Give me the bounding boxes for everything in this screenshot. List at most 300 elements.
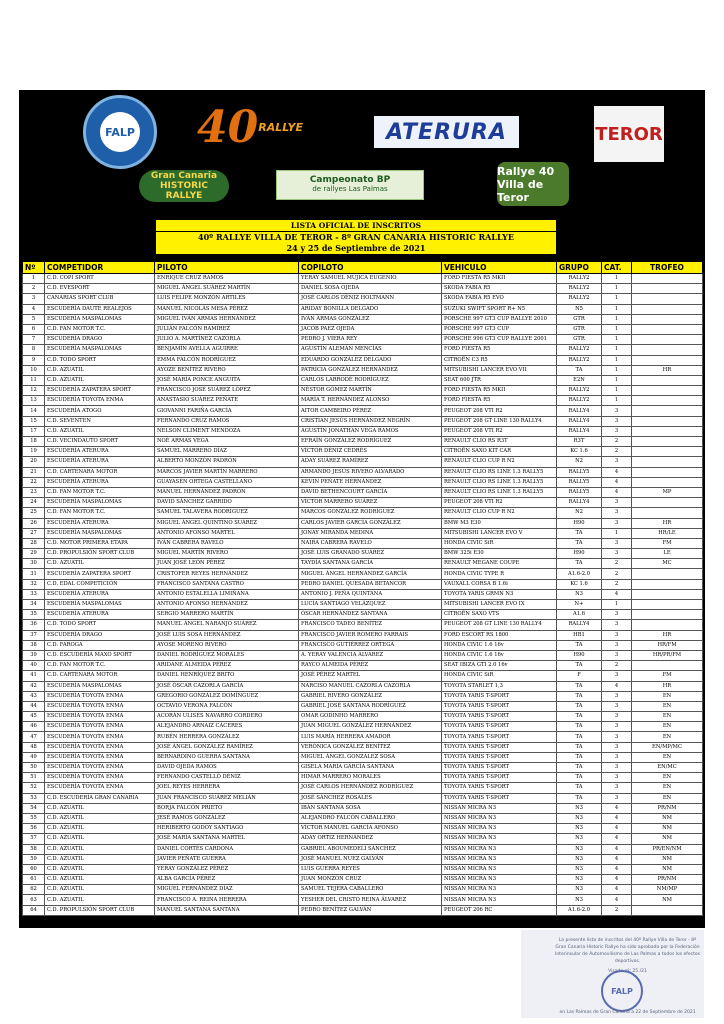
cell-grupo: RALLY4	[557, 406, 602, 416]
cell-trofeo	[632, 284, 703, 294]
cell-piloto: DANIEL RODRÍGUEZ MORALES	[155, 650, 299, 660]
cell-copiloto: JACOB PAEZ OJEDA	[299, 324, 442, 334]
table-row	[23, 355, 703, 365]
cell-trofeo: HR	[632, 681, 703, 691]
cell-cat: 4	[602, 487, 632, 497]
cell-copiloto: TAYDÍA SANTANA GARCÍA	[299, 559, 442, 569]
cell-grupo: TA	[557, 559, 602, 569]
cell-cat: 1	[602, 284, 632, 294]
cell-vehiculo: SKODA FABIA R5 EVO	[442, 294, 557, 304]
cell-vehiculo: HONDA CIVIC SiR	[442, 671, 557, 681]
cell-piloto: FRANCISCO JOSÉ SUÁREZ LÓPEZ	[155, 386, 299, 396]
table-row	[23, 661, 703, 671]
table-row	[23, 324, 703, 334]
cell-copiloto: CARLOS LARRODÉ RODRÍGUEZ	[299, 375, 442, 385]
cell-copiloto: MIGUEL ÁNGEL GONZÁLEZ SOSA	[299, 752, 442, 762]
table-row	[23, 589, 703, 599]
cell-trofeo	[632, 579, 703, 589]
cell-grupo: N3	[557, 895, 602, 905]
cell-grupo: RALLY4	[557, 498, 602, 508]
cell-trofeo: HR/PR/FM	[632, 650, 703, 660]
cell-vehiculo: SUZUKI SWIFT SPORT R+ N5	[442, 304, 557, 314]
cell-piloto: HERIBERTO GODOY SANTIAGO	[155, 824, 299, 834]
cell-copiloto: JOSÉ MANUEL NUEZ GALVÁN	[299, 854, 442, 864]
cell-trofeo: MC	[632, 559, 703, 569]
cell-number: 56	[23, 824, 45, 834]
cell-piloto: SAMUEL TALAVERA RODRÍGUEZ	[155, 508, 299, 518]
cell-copiloto: JOSÉ CARLOS HERNÁNDEZ RODRÍGUEZ	[299, 783, 442, 793]
cell-piloto: BORJA FALCÓN PRIETO	[155, 803, 299, 813]
cell-grupo: HB1	[557, 630, 602, 640]
column-header-vehiculo: VEHICULO	[442, 262, 557, 274]
cell-grupo: H90	[557, 518, 602, 528]
cell-copiloto: GABRIEL JOSÉ SANTANA RODRÍGUEZ	[299, 701, 442, 711]
cell-vehiculo: TOYOTA YARIS T-SPORT	[442, 732, 557, 742]
cell-cat: 4	[602, 824, 632, 834]
table-row	[23, 294, 703, 304]
cell-trofeo: HR/FM	[632, 640, 703, 650]
cell-number: 10	[23, 365, 45, 375]
cell-vehiculo: FORD FIESTA R5 MKII	[442, 274, 557, 284]
cell-competidor: ESCUDERÍA DRAGO	[45, 335, 155, 345]
table-row	[23, 457, 703, 467]
cell-copiloto: FRANCISCO GUTIÉRREZ ORTEGA	[299, 640, 442, 650]
cell-trofeo	[632, 457, 703, 467]
cell-piloto: JAVIER PEÑATE GUERRA	[155, 854, 299, 864]
cell-copiloto: PEDRO J. VIERA REY	[299, 335, 442, 345]
cell-competidor: ESCUDERÍA TOYOTA ENMA	[45, 396, 155, 406]
cell-number: 48	[23, 742, 45, 752]
cell-competidor: ESCUDERÍA TOYOTA ENMA	[45, 773, 155, 783]
cell-competidor: C.D. COPI SPORT	[45, 274, 155, 284]
cell-piloto: ARIDANE ALMEIDA PÉREZ	[155, 661, 299, 671]
rallye-40-number: 40	[196, 101, 259, 153]
cell-piloto: GIOVANNI FARIÑA GARCÍA	[155, 406, 299, 416]
cell-copiloto: YERAY SAMUEL MUJICA EUGENIO	[299, 274, 442, 284]
cell-trofeo: PR/NM	[632, 875, 703, 885]
table-row	[23, 885, 703, 895]
cell-cat: 4	[602, 589, 632, 599]
cell-competidor: C.D. SEVENTEN	[45, 416, 155, 426]
cell-vehiculo: CITROËN SAXO KIT CAR	[442, 447, 557, 457]
cell-competidor: C.D. PROPULSIÓN SPORT CLUB	[45, 549, 155, 559]
cell-number: 61	[23, 875, 45, 885]
cell-cat: 4	[602, 681, 632, 691]
cell-number: 31	[23, 569, 45, 579]
cell-number: 47	[23, 732, 45, 742]
cell-vehiculo: RENAULT CLIO RS R3T	[442, 437, 557, 447]
cell-number: 55	[23, 813, 45, 823]
cell-competidor: C.D. AZUATIL	[45, 834, 155, 844]
cell-vehiculo: HONDA CIVIC 1.6 16v	[442, 640, 557, 650]
cell-grupo: TA	[557, 681, 602, 691]
cell-vehiculo: SEAT 600 JTR	[442, 375, 557, 385]
table-row	[23, 528, 703, 538]
cell-trofeo: EN	[632, 793, 703, 803]
cell-copiloto: LUIS MARÍA HERRERA AMADOR	[299, 732, 442, 742]
cell-trofeo	[632, 335, 703, 345]
cell-grupo: TA	[557, 712, 602, 722]
cell-grupo: GTR	[557, 324, 602, 334]
cell-trofeo: EN	[632, 701, 703, 711]
cell-trofeo	[632, 426, 703, 436]
cell-number: 63	[23, 895, 45, 905]
cell-piloto: OCTAVIO VERONA FALCÓN	[155, 701, 299, 711]
cell-piloto: ENRIQUE CRUZ RAMOS	[155, 274, 299, 284]
cell-competidor: C.D. TODO SPORT	[45, 620, 155, 630]
cell-trofeo: NM	[632, 895, 703, 905]
cell-grupo: TA	[557, 783, 602, 793]
column-header-trofeo: TROFEO	[632, 262, 703, 274]
cell-cat: 1	[602, 345, 632, 355]
cell-competidor: C.D. CARTENARA MOTOR	[45, 467, 155, 477]
cell-number: 41	[23, 671, 45, 681]
table-row	[23, 701, 703, 711]
table-row	[23, 783, 703, 793]
cell-copiloto: JOSÉ PÉREZ MARTEL	[299, 671, 442, 681]
table-row	[23, 467, 703, 477]
cell-copiloto: RAYCO ALMEIDA PÉREZ	[299, 661, 442, 671]
cell-trofeo: EN	[632, 732, 703, 742]
cell-piloto: JOSÉ ÓSCAR CAZORLA GARCÍA	[155, 681, 299, 691]
cell-number: 21	[23, 467, 45, 477]
cell-competidor: C.D. EVESPORT	[45, 284, 155, 294]
cell-trofeo: EN/MC	[632, 763, 703, 773]
cell-copiloto: AGUSTÍN JONATHAN VEGA RAMOS	[299, 426, 442, 436]
cell-vehiculo: NISSAN MICRA N3	[442, 885, 557, 895]
cell-vehiculo: MITSUBISHI LANCER EVO IX	[442, 600, 557, 610]
cell-trofeo	[632, 345, 703, 355]
cell-trofeo	[632, 589, 703, 599]
cell-grupo: RALLY5	[557, 487, 602, 497]
cell-copiloto: A. YERAY VALENCIA ÁLVAREZ	[299, 650, 442, 660]
cell-competidor: C.D. FAN MOTOR T.C.	[45, 508, 155, 518]
cell-grupo: E2N	[557, 375, 602, 385]
cell-number: 1	[23, 274, 45, 284]
cell-competidor: ESCUDERÍA ATERURA	[45, 477, 155, 487]
cell-grupo: TA	[557, 528, 602, 538]
cell-piloto: MANUEL SANTANA SANTANA	[155, 905, 299, 915]
cell-vehiculo: VAUXALL CORSA B 1.6i	[442, 579, 557, 589]
cell-number: 6	[23, 324, 45, 334]
cell-trofeo	[632, 355, 703, 365]
cell-trofeo	[632, 304, 703, 314]
teror-logo: TEROR	[594, 106, 664, 162]
table-row	[23, 691, 703, 701]
cell-cat: 3	[602, 701, 632, 711]
cell-copiloto: ARMANDO JESÚS RIVERO ALVARADO	[299, 467, 442, 477]
cell-grupo: A1.6-2.0	[557, 569, 602, 579]
cell-grupo: N3	[557, 844, 602, 854]
aterura-logo: ATERURA	[374, 116, 519, 148]
cell-trofeo	[632, 477, 703, 487]
table-row	[23, 569, 703, 579]
list-title: LISTA OFICIAL DE INSCRITOS	[156, 220, 556, 232]
cell-vehiculo: TOYOTA YARIS T-SPORT	[442, 742, 557, 752]
cell-copiloto: NAIRA CABRERA RAVELO	[299, 538, 442, 548]
cell-vehiculo: PORSCHE 997 GT3 CUP	[442, 324, 557, 334]
cell-number: 3	[23, 294, 45, 304]
cell-competidor: ESCUDERÍA DAUTE REALEJOS	[45, 304, 155, 314]
cell-piloto: ANTONIO ESTALELLA LIMIÑANA	[155, 589, 299, 599]
cell-cat: 3	[602, 610, 632, 620]
cell-grupo: RALLY2	[557, 355, 602, 365]
cell-cat: 3	[602, 732, 632, 742]
table-row	[23, 406, 703, 416]
column-header-grupo: GRUPO	[557, 262, 602, 274]
cell-grupo: RALLY5	[557, 477, 602, 487]
table-row	[23, 803, 703, 813]
cell-trofeo: HR	[632, 365, 703, 375]
cell-piloto: ALBA GARCÍA PÉREZ	[155, 875, 299, 885]
cell-piloto: JUAN JOSÉ LEÓN PÉREZ	[155, 559, 299, 569]
cell-grupo: TA	[557, 701, 602, 711]
cell-cat: 2	[602, 905, 632, 915]
table-row	[23, 854, 703, 864]
cell-grupo: N3	[557, 803, 602, 813]
cell-competidor: ESCUDERÍA ATERURA	[45, 457, 155, 467]
cell-cat: 1	[602, 355, 632, 365]
cell-trofeo: EN	[632, 712, 703, 722]
cell-cat: 4	[602, 834, 632, 844]
cell-number: 2	[23, 284, 45, 294]
cell-vehiculo: TOYOTA YARIS T-SPORT	[442, 763, 557, 773]
entry-list-table	[22, 261, 703, 916]
cell-number: 22	[23, 477, 45, 487]
cell-competidor: C.D. ESCUDERÍA MAXO SPORT	[45, 650, 155, 660]
cell-vehiculo: HONDA CIVIC SiR	[442, 538, 557, 548]
cell-vehiculo: PEUGEOT 208 VTI R2	[442, 426, 557, 436]
cell-grupo: A1.6-2.0	[557, 905, 602, 915]
table-row	[23, 335, 703, 345]
table-row	[23, 508, 703, 518]
cell-trofeo	[632, 569, 703, 579]
cell-vehiculo: TOYOTA STARLET 1,3	[442, 681, 557, 691]
cell-grupo: TA	[557, 661, 602, 671]
cell-copiloto: KEVIN PEÑATE HERNÁNDEZ	[299, 477, 442, 487]
cell-competidor: C.D. AZUATIL	[45, 803, 155, 813]
cell-grupo: RALLY2	[557, 274, 602, 284]
cell-number: 45	[23, 712, 45, 722]
cell-competidor: ESCUDERÍA MASPALOMAS	[45, 681, 155, 691]
cell-grupo: N+	[557, 600, 602, 610]
cell-vehiculo: NISSAN MICRA N3	[442, 864, 557, 874]
cell-number: 58	[23, 844, 45, 854]
cell-cat: 2	[602, 447, 632, 457]
cell-vehiculo: TOYOTA YARIS T-SPORT	[442, 773, 557, 783]
cell-competidor: C.D. CARTENARA MOTOR	[45, 671, 155, 681]
cell-piloto: RUBÉN HERRERA GONZÁLEZ	[155, 732, 299, 742]
cell-vehiculo: NISSAN MICRA N3	[442, 895, 557, 905]
table-row	[23, 549, 703, 559]
cell-piloto: DAVID OJEDA RAMOS	[155, 763, 299, 773]
table-row	[23, 426, 703, 436]
cell-copiloto: AGUSTÍN ALEMÁN MENCÍAS	[299, 345, 442, 355]
cell-number: 12	[23, 386, 45, 396]
cell-cat: 3	[602, 773, 632, 783]
cell-cat: 3	[602, 691, 632, 701]
cell-cat: 3	[602, 538, 632, 548]
cell-number: 26	[23, 518, 45, 528]
cell-vehiculo: RENAULT CLIO RS LINE 1.3 RALLY5	[442, 477, 557, 487]
visado-number: Visado nº: 25 /21	[608, 969, 647, 974]
cell-competidor: ESCUDERÍA TOYOTA ENMA	[45, 763, 155, 773]
cell-copiloto: LUCÍA SANTIAGO VELÁZQUEZ	[299, 600, 442, 610]
cell-trofeo	[632, 508, 703, 518]
cell-competidor: C.D. FAN MOTOR T.C.	[45, 661, 155, 671]
cell-number: 18	[23, 437, 45, 447]
cell-number: 49	[23, 752, 45, 762]
cell-competidor: ESCUDERÍA MASPALOMAS	[45, 600, 155, 610]
cell-trofeo: MP	[632, 487, 703, 497]
cell-number: 62	[23, 885, 45, 895]
cell-vehiculo: RENAULT CLIO CUP R N2	[442, 508, 557, 518]
cell-copiloto: ALEJANDRO FALCÓN CABALLERO	[299, 813, 442, 823]
cell-piloto: DAVID SÁNCHEZ GARRIDO	[155, 498, 299, 508]
cell-vehiculo: BMW 325i E30	[442, 549, 557, 559]
falp-seal: FALP	[601, 970, 643, 1012]
cell-trofeo: LE	[632, 549, 703, 559]
cell-vehiculo: PEUGEOT 208 GT LINE 130 RALLY4	[442, 620, 557, 630]
bp-logo-line: de rallyes Las Palmas	[312, 185, 388, 193]
cell-copiloto: FRANCISCO TADEO BENÍTEZ	[299, 620, 442, 630]
cell-piloto: FRANCISCO SANTANA CASTRO	[155, 579, 299, 589]
table-row	[23, 559, 703, 569]
cell-piloto: JESÉ RAMOS GONZÁLEZ	[155, 813, 299, 823]
cell-trofeo: EN/MP/MC	[632, 742, 703, 752]
cell-piloto: MANUEL NICOLÁS MESA PÉREZ	[155, 304, 299, 314]
cell-cat: 3	[602, 783, 632, 793]
cell-number: 52	[23, 783, 45, 793]
cell-competidor: C.D. TODO SPORT	[45, 355, 155, 365]
cell-copiloto: AITOR CAMBEIRO PÉREZ	[299, 406, 442, 416]
cell-competidor: C.D. ESCUDERÍA GRAN CANARIA	[45, 793, 155, 803]
cell-copiloto: PEDRO DANIEL QUESADA BETANCOR	[299, 579, 442, 589]
cell-vehiculo: TOYOTA YARIS T-SPORT	[442, 691, 557, 701]
cell-trofeo	[632, 498, 703, 508]
cell-number: 13	[23, 396, 45, 406]
cell-grupo: RALLY4	[557, 426, 602, 436]
cell-competidor: ESCUDERÍA TOYOTA ENMA	[45, 752, 155, 762]
table-row	[23, 518, 703, 528]
cell-copiloto: FRANCISCO JAVIER ROMERO FARRAIS	[299, 630, 442, 640]
cell-vehiculo: TOYOTA YARIS T-SPORT	[442, 783, 557, 793]
table-row	[23, 274, 703, 284]
cell-competidor: ESCUDERÍA TOYOTA ENMA	[45, 732, 155, 742]
cell-grupo: N3	[557, 854, 602, 864]
cell-piloto: SAMUEL MARRERO DÍAZ	[155, 447, 299, 457]
cell-piloto: GUAYASÉN ORTEGA CASTELLANO	[155, 477, 299, 487]
cell-vehiculo: PORSCHE 996 GT3 CUP RALLYE 2001	[442, 335, 557, 345]
cell-cat: 1	[602, 375, 632, 385]
cell-trofeo	[632, 467, 703, 477]
cell-number: 46	[23, 722, 45, 732]
gc-logo-line: Gran Canaria	[150, 171, 218, 181]
cell-vehiculo: NISSAN MICRA N3	[442, 813, 557, 823]
cell-cat: 2	[602, 437, 632, 447]
cell-piloto: ACORÁN ULISES NAVARRO CORDERO	[155, 712, 299, 722]
cell-competidor: C.D. EDAL COMPETICIÓN	[45, 579, 155, 589]
cell-vehiculo: TOYOTA YARIS T-SPORT	[442, 701, 557, 711]
table-row	[23, 538, 703, 548]
cell-vehiculo: RENAULT CLIO RS LINE 1.3 RALLY5	[442, 467, 557, 477]
campeonato-bp-logo	[276, 170, 424, 200]
cell-grupo: TA	[557, 763, 602, 773]
cell-grupo: RALLY4	[557, 620, 602, 630]
cell-vehiculo: FORD FIESTA R5	[442, 396, 557, 406]
cell-grupo: A1.6	[557, 610, 602, 620]
cell-competidor: ESCUDERÍA TOYOTA ENMA	[45, 701, 155, 711]
table-row	[23, 610, 703, 620]
cell-number: 34	[23, 600, 45, 610]
cell-copiloto: ÓSCAR HERNÁNDEZ SANTANA	[299, 610, 442, 620]
cell-trofeo: FM	[632, 538, 703, 548]
cell-grupo: RALLY2	[557, 396, 602, 406]
column-header-competidor: COMPETIDOR	[45, 262, 155, 274]
cell-cat: 2	[602, 661, 632, 671]
table-row	[23, 681, 703, 691]
table-row	[23, 640, 703, 650]
cell-vehiculo: CITROËN SAXO VTS	[442, 610, 557, 620]
cell-piloto: FRANCISCO A. REINA HERRERA	[155, 895, 299, 905]
table-row	[23, 895, 703, 905]
cell-trofeo: PR/EN/NM	[632, 844, 703, 854]
cell-trofeo: FM	[632, 671, 703, 681]
cell-grupo: N3	[557, 834, 602, 844]
cell-competidor: C.D. AZUATIL	[45, 875, 155, 885]
table-row	[23, 314, 703, 324]
cell-copiloto: JONAY MIRANDA MEDINA	[299, 528, 442, 538]
cell-grupo: RALLY2	[557, 284, 602, 294]
cell-vehiculo: FORD ESCORT RS 1800	[442, 630, 557, 640]
cell-cat: 4	[602, 477, 632, 487]
cell-competidor: C.D. AZUATIL	[45, 813, 155, 823]
cell-cat: 1	[602, 274, 632, 284]
cell-grupo: TA	[557, 793, 602, 803]
cell-competidor: ESCUDERÍA MASPALOMAS	[45, 498, 155, 508]
cell-cat: 4	[602, 844, 632, 854]
cell-piloto: CRISTOFER REYES HERNÁNDEZ	[155, 569, 299, 579]
cell-copiloto: CRISTIAN JESÚS HERNÁNDEZ NEGRÍN	[299, 416, 442, 426]
cell-cat: 3	[602, 549, 632, 559]
cell-cat: 1	[602, 314, 632, 324]
cell-trofeo	[632, 324, 703, 334]
cell-trofeo: NM/MP	[632, 885, 703, 895]
cell-grupo: R3T	[557, 437, 602, 447]
cell-copiloto: EDUARDO GONZÁLEZ DELGADO	[299, 355, 442, 365]
cell-competidor: ESCUDERÍA ZAPATERA SPORT	[45, 386, 155, 396]
cell-trofeo	[632, 375, 703, 385]
cell-number: 14	[23, 406, 45, 416]
cell-vehiculo: TOYOTA YARIS T-SPORT	[442, 752, 557, 762]
table-row	[23, 365, 703, 375]
cell-competidor: C.D. MOTOR PRIMERA ETAPA	[45, 538, 155, 548]
cell-grupo: RALLY5	[557, 467, 602, 477]
cell-piloto: ANTONIO AFONSO MARTEL	[155, 528, 299, 538]
cell-grupo: TA	[557, 640, 602, 650]
cell-number: 5	[23, 314, 45, 324]
table-row	[23, 671, 703, 681]
cell-competidor: ESCUDERÍA ZAPATERA SPORT	[45, 569, 155, 579]
table-row	[23, 416, 703, 426]
cell-vehiculo: NISSAN MICRA N3	[442, 803, 557, 813]
cell-number: 37	[23, 630, 45, 640]
cell-grupo: TA	[557, 742, 602, 752]
cell-cat: 3	[602, 742, 632, 752]
list-header	[155, 219, 557, 255]
cell-copiloto: YESHER DEL CRISTO REINA ÁLVAREZ	[299, 895, 442, 905]
cell-competidor: C.D. AZUATIL	[45, 559, 155, 569]
